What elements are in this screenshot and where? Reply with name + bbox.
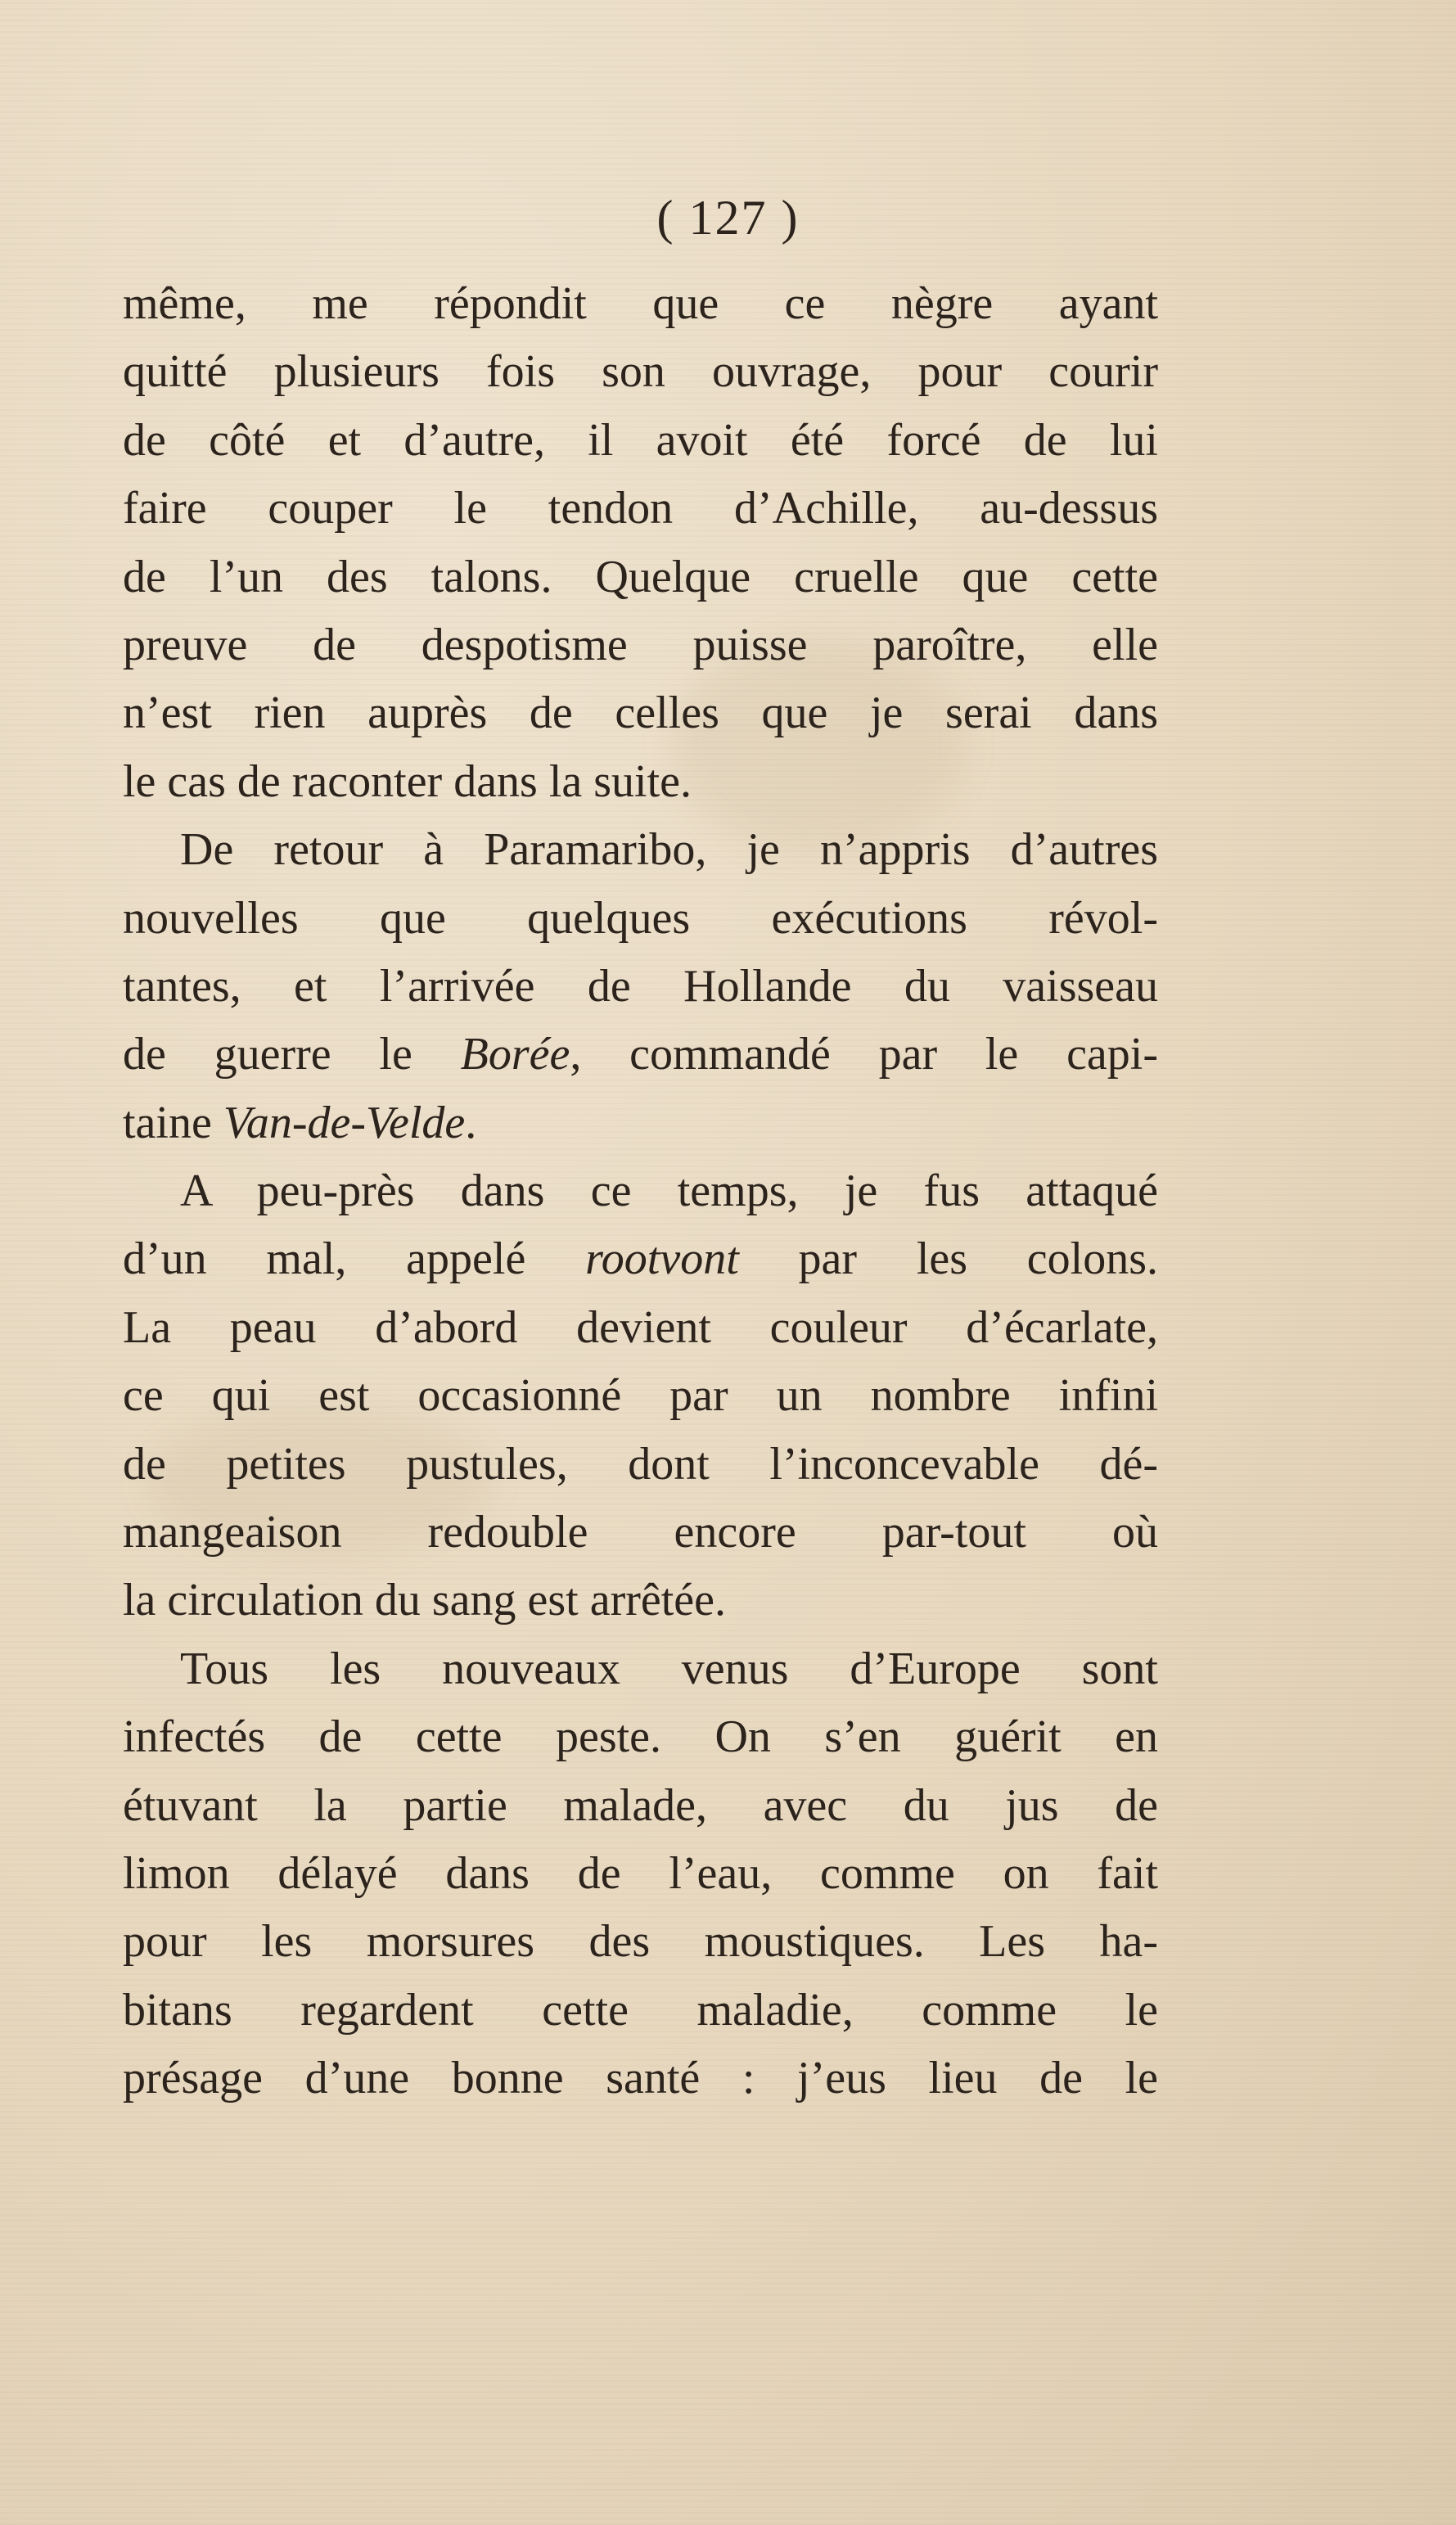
text-fragment: . [465,1097,477,1148]
text-line: La peau d’abord devient couleur d’écarlate, [123,1301,1158,1353]
disease-name: rootvont [585,1233,739,1285]
captain-name: Van-de-Velde [223,1097,466,1148]
text-line: le cas de raconter dans la suite. [123,755,692,807]
text-line: A peu-près dans ce temps, je fus attaqué [180,1166,1158,1217]
text-line: présage d’une bonne santé : j’eus lieu de le [123,2053,1158,2104]
text-line: de petites pustules, dont l’inconcevable dé- [123,1438,1158,1490]
body-text [123,270,1158,2113]
text-line: de l’un des talons. Quelque cruelle que cette [123,551,1158,602]
text-fragment: de guerre le [123,1029,461,1080]
text-line: tantes, et l’arrivée de Hollande du vaisseau [123,960,1158,1012]
text-fragment: d’un mal, appelé [123,1233,586,1285]
text-line: Tous les nouveaux venus d’Europe sont [180,1643,1158,1694]
page-number: ( 127 ) [656,191,800,245]
text-line: étuvant la partie malade, avec du jus de [123,1779,1158,1831]
text-line: pour les morsures des moustiques. Les ha- [123,1916,1158,1968]
text-line: quitté plusieurs fois son ouvrage, pour courir [123,346,1158,398]
text-line: limon délayé dans de l’eau, comme on fait [123,1847,1158,1899]
text-line: infectés de cette peste. On s’en guérit en [123,1711,1158,1763]
text-line: faire couper le tendon d’Achille, au-dessus [123,483,1158,534]
text-fragment: , commandé par le capi- [570,1029,1158,1080]
text-line: ce qui est occasionné par un nombre infini [123,1370,1158,1422]
text-line: De retour à Paramaribo, je n’appris d’autres [180,824,1158,876]
text-line: de côté et d’autre, il avoit été forcé de lui [123,414,1158,466]
text-fragment: par les colons. [738,1233,1159,1285]
text-line: mangeaison redouble encore par-tout où [123,1507,1158,1558]
ship-name: Borée [460,1029,570,1080]
text-fragment: taine [123,1097,223,1148]
text-line: même, me répondit que ce nègre ayant [123,278,1158,329]
text-line: n’est rien auprès de celles que je serai dans [123,688,1158,739]
text-line [123,1225,1158,1293]
text-line: la circulation du sang est arrêtée. [123,1575,726,1626]
text-line: bitans regardent cette maladie, comme le [123,1984,1158,2036]
text-line [123,1089,1158,1157]
text-line: preuve de despotisme puisse paroître, elle [123,619,1158,670]
text-line: nouvelles que quelques exécutions révol- [123,892,1158,944]
text-line [123,1021,1158,1089]
